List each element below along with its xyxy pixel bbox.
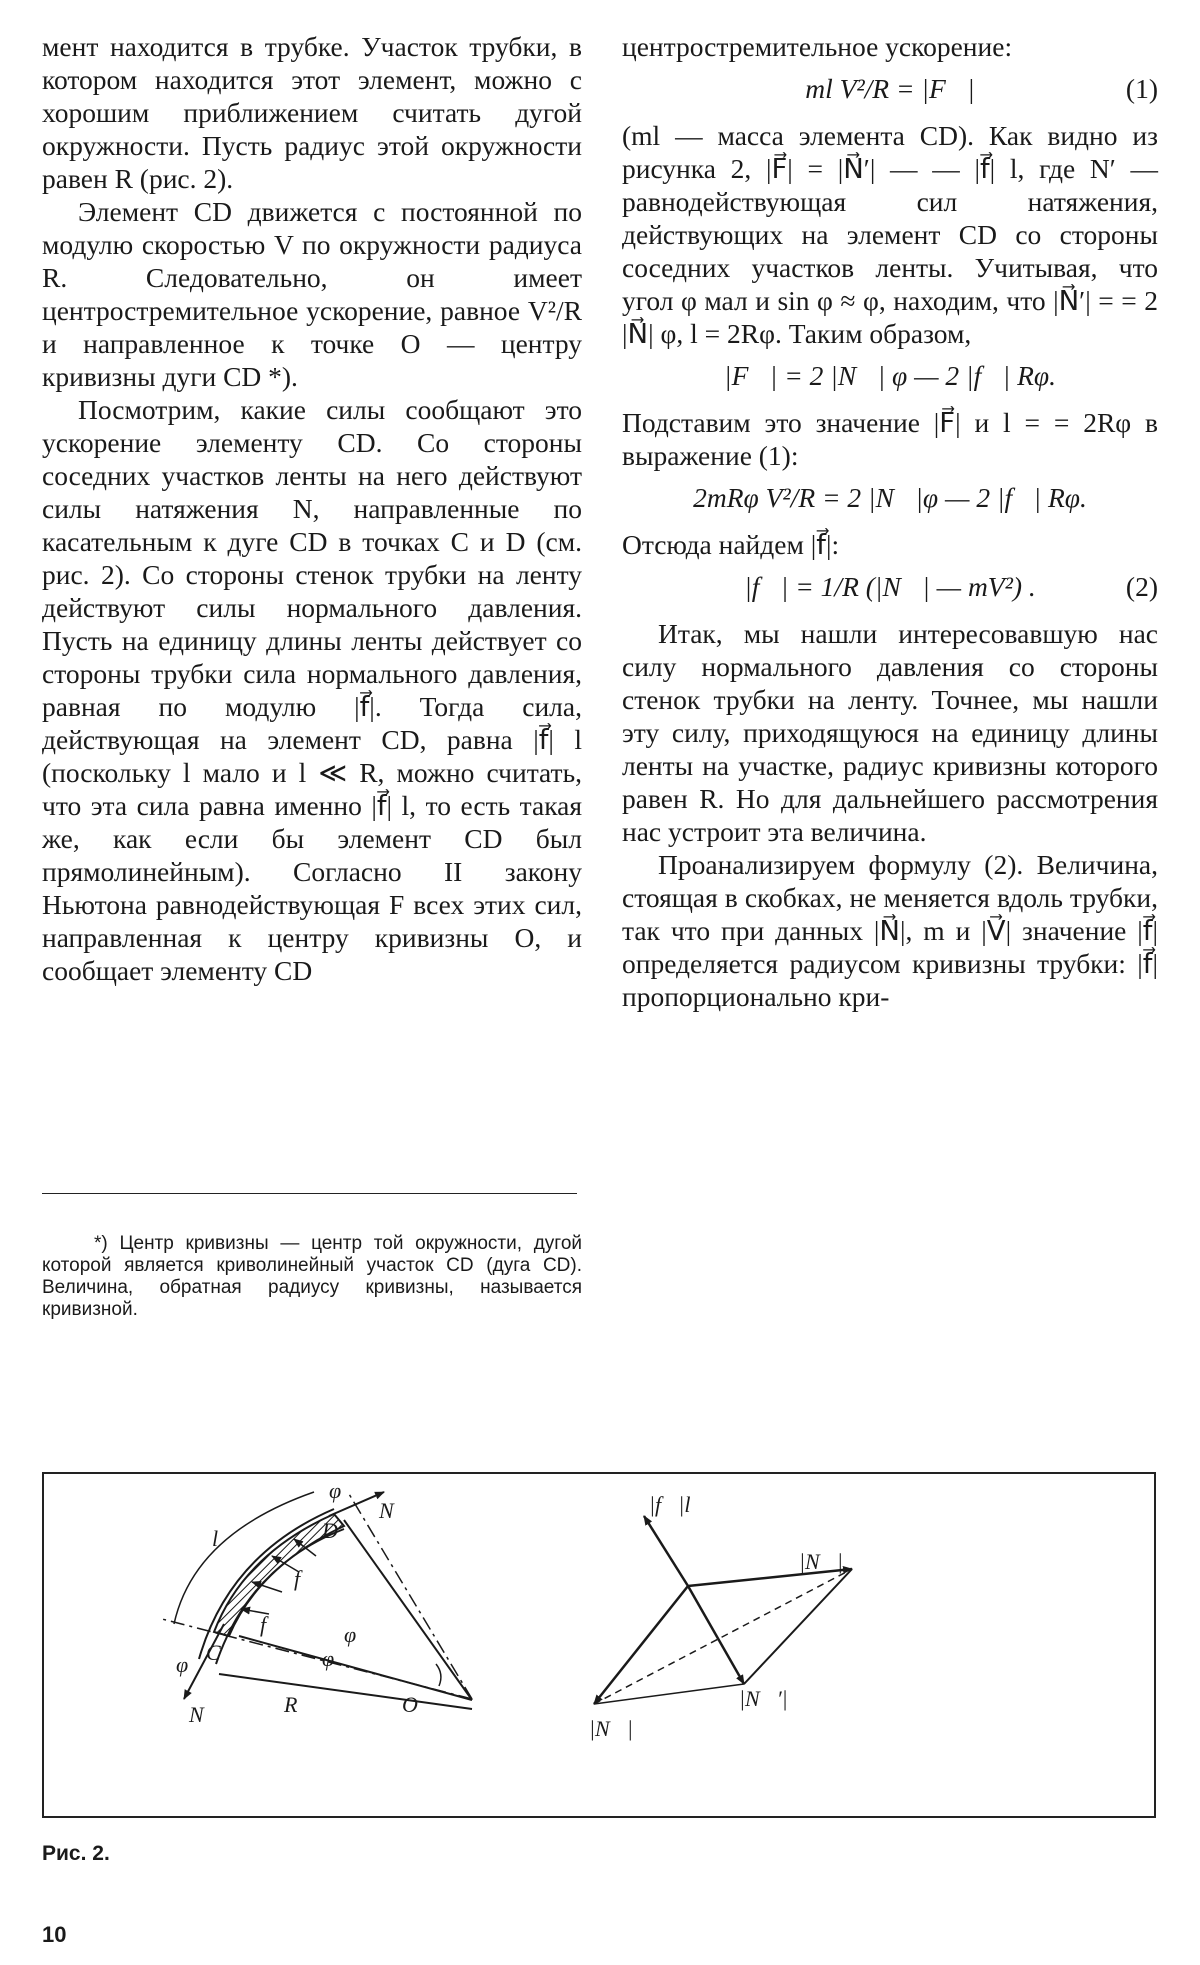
parallelogram-edge-2 — [744, 1569, 852, 1684]
label-fl: |f⃗|l — [649, 1492, 691, 1517]
label-n-prime: |N⃗′| — [739, 1686, 788, 1711]
left-paragraph-2: Элемент CD движется с постоянной по модулю скоростью V по окружности радиуса R. Следовательно, он имеет центростремительное ускорение, равное V²/R и направленное к точке O — центру кривизны дуги CD *). — [42, 196, 582, 392]
formula-2-body: |f⃗| = 1/R (|N⃗| — mV²) . — [744, 571, 1036, 602]
vector-fl — [644, 1516, 688, 1586]
label-l: l — [212, 1526, 219, 1551]
footnote: *) Центр кривизны — центр той окружности, дугой которой является криволинейный участок CD (дуга CD). Величина, обратная радиусу кривизны, называется кривизной. — [42, 1233, 582, 1320]
left-column — [42, 30, 582, 987]
right-paragraph-3: Подставим это значение |F⃗| и l = = 2Rφ в выражение (1): — [622, 407, 1158, 471]
left-paragraph-1: мент находится в трубке. Участок трубки, в котором находится этот элемент, можно с хорошим приближением считать дугой окружности. Пусть радиус этой окружности равен R (рис. 2). — [42, 31, 582, 194]
label-o: O — [402, 1692, 418, 1717]
label-d: D — [322, 1518, 338, 1543]
formula-1-body: ml V²/R = |F⃗| — [805, 73, 975, 104]
label-phi-mid1: φ — [344, 1622, 357, 1647]
figure-2-diagram — [44, 1474, 1158, 1820]
parallelogram-edge-1 — [594, 1684, 744, 1704]
formula-1-number: (1) — [1125, 73, 1158, 104]
right-paragraph-4: Отсюда найдем |f⃗|: — [622, 529, 840, 560]
label-n-vec-top: |N⃗| — [799, 1549, 843, 1574]
right-paragraph-2: (ml — масса элемента CD). Как видно из рисунка 2, |F⃗| = |N⃗′| — — |f⃗| l, где N′ — равнодействующая сил натяжения, действующих на элемент CD со стороны соседних участков ленты. Учитывая, что угол φ мал и sin φ ≈ φ, находим, что |N⃗′| = = 2 |N⃗| φ, l = 2Rφ. Таким образом, — [622, 120, 1158, 349]
right-paragraph-6: Проанализируем формулу (2). Величина, стоящая в скобках, не меняется вдоль трубки, так что при данных |N⃗|, m и |V⃗| значение |f⃗| определяется радиусом кривизны трубки: |f⃗| пропорционально кри- — [622, 849, 1158, 1012]
parallelogram-diagonal — [594, 1569, 852, 1704]
line-d-to-o — [344, 1520, 472, 1700]
formula-2-number: (2) — [1125, 571, 1158, 602]
label-f-2: f — [294, 1566, 301, 1591]
label-phi-left: φ — [176, 1652, 189, 1677]
force-vector-diagram — [589, 1492, 852, 1741]
vector-n-left — [594, 1586, 688, 1704]
label-n-vec-bottom: |N⃗| — [589, 1716, 633, 1741]
formula-2 — [622, 567, 1158, 607]
radius-r-line — [219, 1674, 472, 1709]
formula-sub — [622, 478, 1158, 518]
formula-1 — [622, 69, 1158, 109]
label-n-bottom: N — [189, 1702, 204, 1727]
radius-line-d — [349, 1494, 472, 1699]
formula-sub-body: 2mRφ V²/R = 2 |N⃗|φ — 2 |f⃗| Rφ. — [693, 482, 1087, 513]
label-r: R — [284, 1692, 298, 1717]
left-paragraph-3: Посмотрим, какие силы сообщают это ускорение элементу CD. Со стороны соседних участков ленты на него действуют силы натяжения N, направленные по касательным к дуге CD в точках C и D (см. рис. 2). Со стороны стенок трубки на ленту действуют силы нормального давления. Пусть на единицу длины ленты действует со стороны трубки сила нормального давления, равная по модулю |f⃗|. Тогда сила, действующая на элемент CD, равна |f⃗| l (поскольку l мало и l ≪ R, можно считать, что эта сила равна именно |f⃗| l, то есть такая же, как если бы элемент CD был прямолинейным). Согласно II закону Ньютона равнодействующая F всех этих сил, направленная к центру кривизны O, и сообщает элементу CD — [42, 394, 582, 986]
label-phi-top: φ — [329, 1478, 342, 1503]
right-paragraph-5: Итак, мы нашли интересовавшую нас силу нормального давления со стороны стенок трубки на ленту. Точнее, мы нашли эту силу, приходящуюся на единицу длины ленты на участке, радиус кривизны которого равен R. Но для дальнейшего рассмотрения нас устроит эта величина. — [622, 618, 1158, 847]
figure-frame — [42, 1472, 1156, 1818]
label-f-1: f — [260, 1612, 267, 1637]
figure-caption: Рис. 2. — [42, 1842, 110, 1865]
footnote-divider — [42, 1193, 577, 1194]
vector-n-prime — [688, 1586, 744, 1684]
arc-diagram — [162, 1478, 472, 1727]
label-phi-mid2: φ — [322, 1646, 335, 1671]
angle-arc-o — [436, 1664, 441, 1686]
formula-mid-body: |F⃗| = 2 |N⃗| φ — 2 |f⃗| Rφ. — [724, 360, 1056, 391]
right-paragraph-1: центростремительное ускорение: — [622, 31, 1013, 62]
page-number: 10 — [42, 1922, 67, 1947]
right-column — [622, 30, 1158, 1013]
label-n-top: N — [379, 1498, 394, 1523]
formula-mid — [622, 356, 1158, 396]
label-c: C — [206, 1640, 221, 1665]
